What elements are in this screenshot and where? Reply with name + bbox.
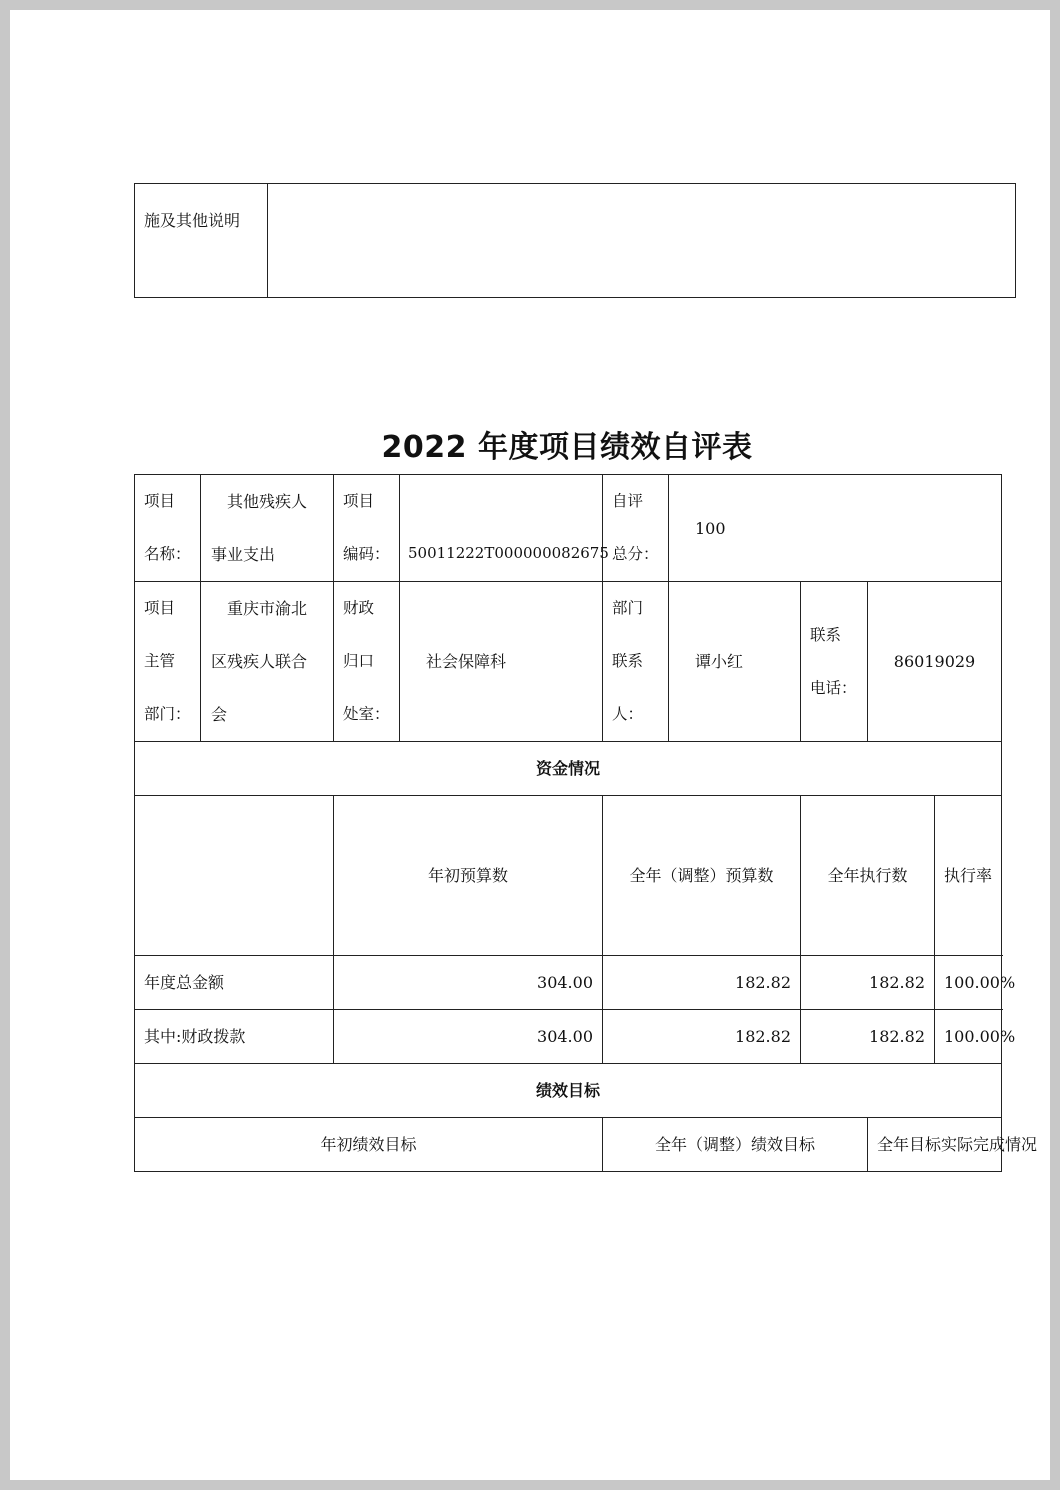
other-notes-content [268,184,1016,298]
project-code-label: 项目 编码： [334,475,400,582]
other-notes-label: 施及其他说明 [135,184,268,298]
table-row [135,956,1002,1010]
rate-value: 100.00% [935,1010,1002,1064]
table-row [135,1010,1002,1064]
actual-completion-header: 全年目标实际完成情况 [868,1118,1002,1172]
row-label: 年度总金额 [135,956,334,1010]
project-info-row [135,475,1002,582]
funds-section-title: 资金情况 [135,742,1002,796]
rate-value: 100.00% [935,956,1002,1010]
self-score-label: 自评 总分： [603,475,669,582]
department-info-row [135,582,1002,742]
row-label: 其中:财政拨款 [135,1010,334,1064]
finance-office-value: 社会保障科 [400,582,603,742]
contact-value: 谭小红 [669,582,801,742]
initial-value: 304.00 [334,1010,603,1064]
executed-value: 182.82 [801,956,935,1010]
project-name-value: 其他残疾人 事业支出 [201,475,334,582]
adjusted-goal-header: 全年（调整）绩效目标 [603,1118,868,1172]
funds-header-blank [135,796,334,956]
self-evaluation-table [134,474,1038,1172]
project-code-value: 50011222T000000082675 [400,475,603,582]
execution-rate-header: 执行率 [935,796,1002,956]
dept-label: 项目 主管 部门： [135,582,201,742]
funds-header-row [135,796,1002,956]
performance-header-row [135,1118,1002,1172]
other-notes-table [134,183,1016,298]
adjusted-budget-header: 全年（调整）预算数 [603,796,801,956]
phone-label: 联系 电话： [801,582,868,742]
project-name-label: 项目 名称： [135,475,201,582]
executed-header: 全年执行数 [801,796,935,956]
phone-value: 86019029 [868,582,1002,742]
initial-goal-header: 年初绩效目标 [135,1118,603,1172]
page-title: 2022 年度项目绩效自评表 [381,430,753,465]
initial-value: 304.00 [334,956,603,1010]
adjusted-value: 182.82 [603,956,801,1010]
adjusted-value: 182.82 [603,1010,801,1064]
dept-value: 重庆市渝北 区残疾人联合 会 [201,582,334,742]
finance-office-label: 财政 归口 处室： [334,582,400,742]
initial-budget-header: 年初预算数 [334,796,603,956]
self-score-value: 100 [669,475,1002,582]
contact-label: 部门 联系 人： [603,582,669,742]
performance-section-title: 绩效目标 [135,1064,1002,1118]
executed-value: 182.82 [801,1010,935,1064]
